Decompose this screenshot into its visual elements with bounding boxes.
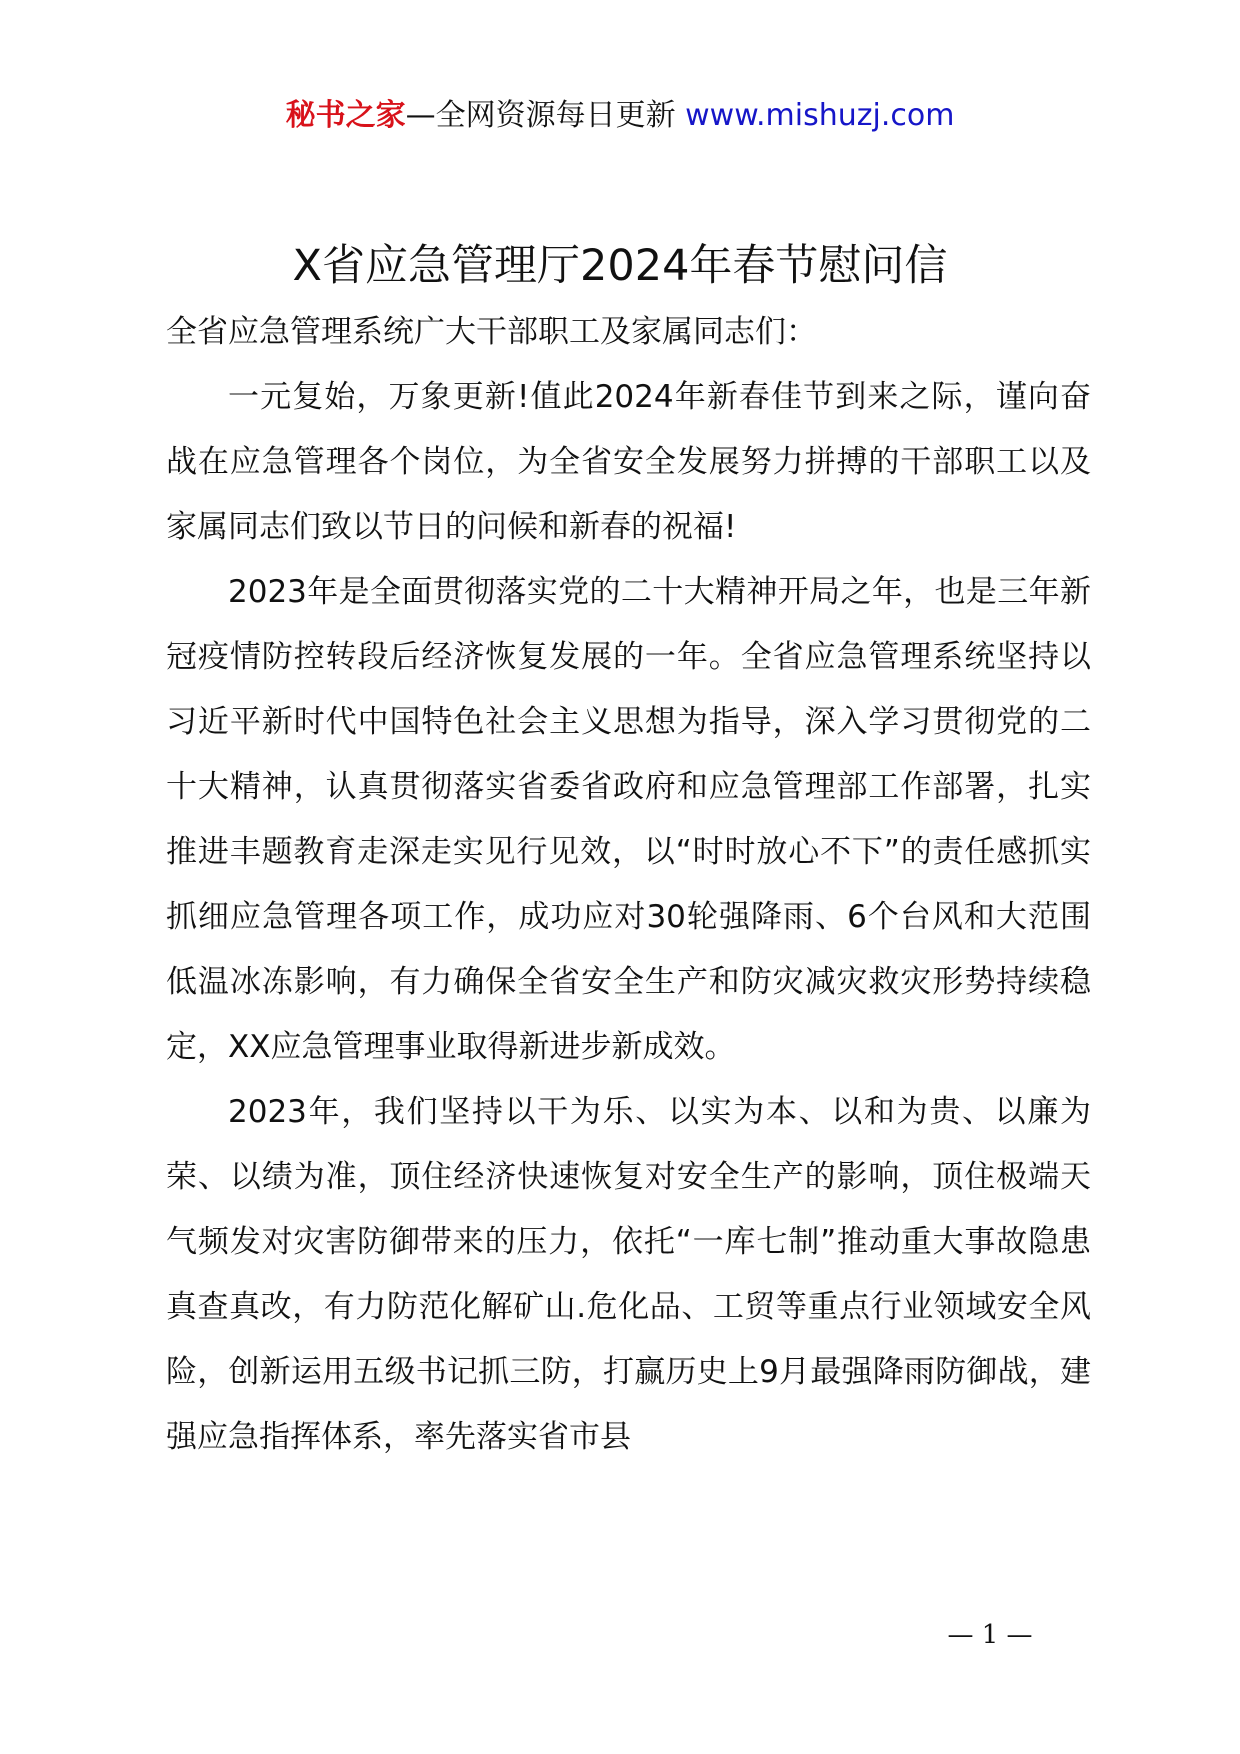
brand-name: 秘书之家 <box>285 98 406 133</box>
paragraph: 一元复始，万象更新!值此2024年新春佳节到来之际，谨向奋战在应急管理各个岗位，为全省安全发展努力拼搏的干部职工以及家属同志们致以节日的问候和新春的祝福! <box>166 379 1091 545</box>
document-body <box>166 300 1091 1470</box>
website-url: www.mishuzj.com <box>685 98 955 133</box>
header-slogan: —全网资源每日更新 <box>405 98 676 133</box>
paragraph: 2023年是全面贯彻落实党的二十大精神开局之年，也是三年新冠疫情防控转段后经济恢复发展的一年。全省应急管理系统坚持以习近平新时代中国特色社会主义思想为指导，深入学习贯彻党的二十大精神，认真贯彻落实省委省政府和应急管理部工作部署，扎实推进丰题教育走深走实见行见效，以“时时放心不下”的责任感抓实抓细应急管理各项工作，成功应对30轮强降雨、6个台风和大范围低温冰冻影响，有力确保全省安全生产和防灾减灾救灾形势持续稳定，XX应急管理事业取得新进步新成效。 <box>166 574 1091 1065</box>
site-header <box>0 96 1240 136</box>
page-number: — 1 — <box>947 1620 1033 1650</box>
paragraph: 2023年，我们坚持以干为乐、以实为本、以和为贵、以廉为荣、以绩为准，顶住经济快速恢复对安全生产的影响，顶住极端天气频发对灾害防御带来的压力，依托“一库七制”推动重大事故隐患真查真改，有力防范化解矿山.危化品、工贸等重点行业领域安全风险，创新运用五级书记抓三防，打赢历史上9月最强降雨防御战，建强应急指挥体系，率先落实省市县 <box>166 1094 1091 1455</box>
salutation: 全省应急管理系统广大干部职工及家属同志们： <box>166 314 817 350</box>
document-title: X省应急管理厅2024年春节慰问信 <box>292 241 948 291</box>
